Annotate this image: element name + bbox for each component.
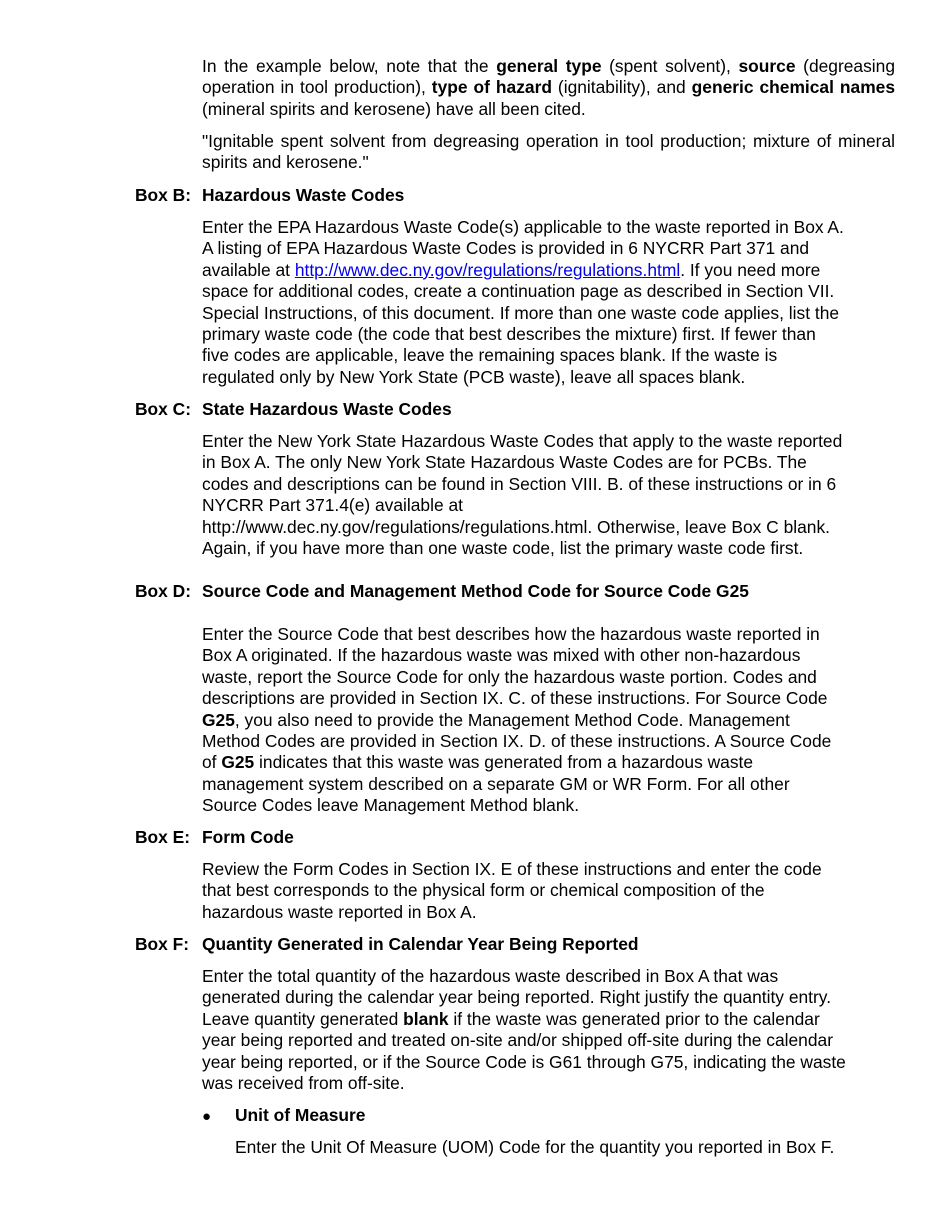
intro-text: (degreasing operation in tool production),	[202, 56, 895, 98]
box-b-title: Hazardous Waste Codes	[202, 185, 405, 205]
box-d-line: management system described on a separate GM or WR Form. For all other	[202, 773, 790, 794]
box-e-label: Box E:	[135, 827, 191, 847]
intro-paragraph	[202, 56, 895, 120]
box-d-label: Box D:	[135, 581, 192, 601]
box-b-line: regulated only by New York State (PCB waste), leave all spaces blank.	[202, 366, 746, 387]
box-e-line: hazardous waste reported in Box A.	[202, 901, 477, 922]
box-d-text: , you also need to provide the Management Method Code. Management	[234, 709, 790, 730]
intro-bold-generic-chemical-names: generic chemical names	[691, 77, 896, 98]
box-e-title: Form Code	[202, 827, 294, 847]
unit-of-measure-text: Enter the Unit Of Measure (UOM) Code for the quantity you reported in Box F.	[235, 1137, 835, 1157]
box-d-body	[202, 624, 895, 817]
box-d-line	[202, 752, 895, 773]
box-e-body	[202, 859, 895, 923]
example-quote: "Ignitable spent solvent from degreasing operation in tool production; mixture of mineral spirits and kerosene."	[202, 131, 895, 173]
intro-bold-type-of-hazard: type of hazard	[431, 77, 552, 98]
box-f-line: Enter the total quantity of the hazardous waste described in Box A that was	[202, 966, 779, 986]
box-c-label: Box C:	[135, 399, 192, 419]
box-c-body	[202, 431, 895, 559]
box-d-line: Box A originated. If the hazardous waste was mixed with other non-hazardous	[202, 645, 801, 666]
box-d-heading	[135, 581, 749, 602]
box-d-line: Source Codes leave Management Method blank.	[202, 795, 580, 816]
box-f-line	[202, 1009, 895, 1030]
box-b-text: available at	[202, 259, 295, 280]
box-b-line: Enter the EPA Hazardous Waste Code(s) applicable to the waste reported in Box A.	[202, 217, 844, 237]
box-d-bold-code: G25	[221, 752, 255, 773]
box-d-bold-code: G25	[202, 709, 235, 730]
intro-text: (mineral spirits and kerosene) have all been cited.	[202, 98, 586, 119]
box-f-line: generated during the calendar year being reported. Right justify the quantity entry.	[202, 987, 832, 1008]
box-c-line: codes and descriptions can be found in Section VIII. B. of these instructions or in 6	[202, 473, 837, 494]
unit-of-measure-title: Unit of Measure	[235, 1105, 366, 1125]
box-f-label: Box F:	[135, 934, 190, 954]
intro-text: (spent solvent),	[601, 56, 739, 76]
box-b-line: primary waste code (the code that best describes the mixture) first. If fewer than	[202, 324, 816, 345]
box-c-heading	[135, 399, 452, 420]
intro-bold-source: source	[738, 56, 796, 76]
box-e-line: that best corresponds to the physical form or chemical composition of the	[202, 880, 765, 901]
intro-bold-general-type: general type	[496, 56, 602, 76]
box-c-line: NYCRR Part 371.4(e) available at	[202, 495, 463, 516]
box-b-line: Special Instructions, of this document. If more than one waste code applies, list the	[202, 302, 840, 323]
box-d-text: indicates that this waste was generated from a hazardous waste	[254, 752, 754, 773]
box-b-label: Box B:	[135, 185, 192, 205]
box-f-title: Quantity Generated in Calendar Year Being Reported	[202, 934, 639, 954]
box-b-line: space for additional codes, create a continuation page as described in Section VII.	[202, 281, 835, 302]
box-e-line: Review the Form Codes in Section IX. E of these instructions and enter the code	[202, 859, 822, 879]
box-b-heading	[135, 185, 404, 206]
bullet-dot-icon: ●	[202, 1108, 212, 1125]
box-d-title: Source Code and Management Method Code for Source Code G25	[202, 581, 749, 601]
box-f-heading	[135, 934, 639, 955]
box-b-line: five codes are applicable, leave the remaining spaces blank. If the waste is	[202, 345, 778, 366]
intro-text: (ignitability), and	[551, 77, 692, 98]
box-f-line: year being reported and treated on-site and/or shipped off-site during the calendar	[202, 1030, 833, 1051]
box-c-line: in Box A. The only New York State Hazardous Waste Codes are for PCBs. The	[202, 452, 807, 473]
box-b-line	[202, 260, 895, 281]
box-d-line: descriptions are provided in Section IX. C. of these instructions. For Source Code	[202, 688, 828, 709]
intro-text: In the example below, note that the	[202, 56, 497, 76]
box-f-line: was received from off-site.	[202, 1073, 405, 1094]
box-f-body	[202, 966, 895, 1094]
box-b-text: . If you need more	[680, 259, 821, 280]
box-b-body	[202, 217, 895, 388]
box-f-text: Leave quantity generated	[202, 1008, 404, 1029]
box-d-line	[202, 710, 895, 731]
box-d-line: Method Codes are provided in Section IX. D. of these instructions. A Source Code	[202, 731, 832, 752]
box-e-heading	[135, 827, 294, 848]
box-f-bold-blank: blank	[403, 1008, 449, 1029]
box-f-text: if the waste was generated prior to the calendar	[448, 1008, 820, 1029]
regulations-link[interactable]: http://www.dec.ny.gov/regulations/regulations.html	[294, 259, 681, 280]
box-b-line: A listing of EPA Hazardous Waste Codes is provided in 6 NYCRR Part 371 and	[202, 238, 810, 259]
box-d-line: waste, report the Source Code for only the hazardous waste portion. Codes and	[202, 666, 817, 687]
box-c-line: http://www.dec.ny.gov/regulations/regulations.html. Otherwise, leave Box C blank.	[202, 516, 830, 537]
box-f-line: year being reported, or if the Source Code is G61 through G75, indicating the waste	[202, 1051, 846, 1072]
box-d-line: Enter the Source Code that best describes how the hazardous waste reported in	[202, 624, 820, 644]
box-d-text: of	[202, 752, 222, 773]
unit-of-measure-bullet	[202, 1105, 365, 1127]
box-c-line: Again, if you have more than one waste code, list the primary waste code first.	[202, 538, 804, 559]
box-c-line: Enter the New York State Hazardous Waste Codes that apply to the waste reported	[202, 431, 843, 451]
box-c-title: State Hazardous Waste Codes	[202, 399, 452, 419]
